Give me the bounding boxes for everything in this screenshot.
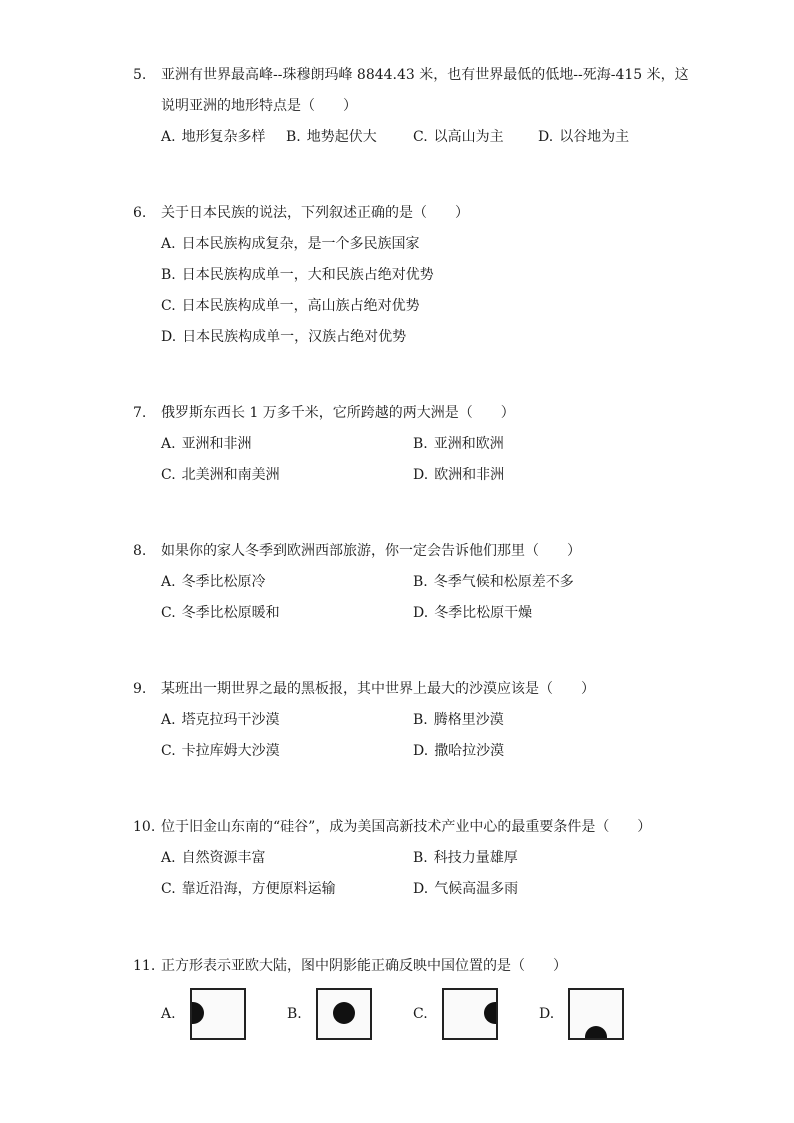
eurasia-square-figure [190, 988, 246, 1040]
question-stem [133, 951, 693, 982]
eurasia-square-figure [316, 988, 372, 1040]
option-d[interactable]: D. 欧洲和非洲 [413, 467, 505, 483]
option-a[interactable]: A. 亚洲和非洲 [161, 436, 252, 452]
question-text: 位于旧金山东南的“硅谷”，成为美国高新技术产业中心的最重要条件是（ ） [161, 819, 652, 835]
eurasia-square-figure [568, 988, 624, 1040]
option-b[interactable]: B. 冬季气候和松原差不多 [413, 574, 574, 590]
options-row [161, 291, 693, 322]
eurasia-square-figure [442, 988, 498, 1040]
question-stem [133, 198, 693, 229]
question-6 [133, 198, 693, 353]
china-shade-marker [484, 1002, 498, 1024]
question-number: 11. [133, 958, 156, 974]
option-c[interactable]: C. 以高山为主 [413, 129, 504, 145]
question-number: 5. [133, 67, 147, 83]
question-text: 正方形表示亚欧大陆，图中阴影能正确反映中国位置的是（ ） [161, 958, 567, 974]
option-a[interactable]: A. 日本民族构成复杂，是一个多民族国家 [161, 236, 420, 252]
question-number: 6. [133, 205, 147, 221]
question-text: 俄罗斯东西长 1 万多千米，它所跨越的两大洲是（ ） [161, 405, 515, 421]
option-a[interactable]: A. 冬季比松原冷 [161, 574, 266, 590]
options-row [161, 122, 693, 153]
question-number: 8. [133, 543, 147, 559]
options-row [161, 705, 693, 736]
option-d[interactable]: D. 以谷地为主 [538, 129, 630, 145]
question-10 [133, 812, 693, 905]
option-c[interactable]: C. [413, 988, 539, 1040]
option-b[interactable]: B. 科技力量雄厚 [413, 850, 518, 866]
options-row [161, 260, 693, 291]
question-8 [133, 536, 693, 629]
options-row [161, 229, 693, 260]
question-number: 9. [133, 681, 147, 697]
options-row [161, 460, 693, 491]
option-b[interactable]: B. 地势起伏大 [286, 129, 377, 145]
question-stem [133, 398, 693, 429]
option-c[interactable]: C. 卡拉库姆大沙漠 [161, 743, 280, 759]
question-text: 亚洲有世界最高峰--珠穆朗玛峰 8844.43 米，也有世界最低的低地--死海-415 米，这说明亚洲的地形特点是（ ） [161, 67, 689, 114]
question-text: 关于日本民族的说法，下列叙述正确的是（ ） [161, 205, 469, 221]
options-row [161, 598, 693, 629]
question-9 [133, 674, 693, 767]
question-number: 10. [133, 819, 156, 835]
option-b[interactable]: B. 腾格里沙漠 [413, 712, 504, 728]
question-stem [133, 536, 693, 567]
options-row [161, 567, 693, 598]
option-a[interactable]: A. 塔克拉玛干沙漠 [161, 712, 280, 728]
options-row [161, 874, 693, 905]
question-text: 某班出一期世界之最的黑板报，其中世界上最大的沙漠应该是（ ） [161, 681, 595, 697]
question-text: 如果你的家人冬季到欧洲西部旅游，你一定会告诉他们那里（ ） [161, 543, 581, 559]
question-7 [133, 398, 693, 491]
option-a[interactable]: A. 地形复杂多样 [161, 129, 266, 145]
option-a[interactable]: A. 自然资源丰富 [161, 850, 266, 866]
question-11 [133, 951, 693, 1040]
option-a[interactable]: A. [161, 988, 287, 1040]
options-row [161, 736, 693, 767]
question-number: 7. [133, 405, 147, 421]
options-row [161, 843, 693, 874]
option-c[interactable]: C. 北美洲和南美洲 [161, 467, 280, 483]
option-c[interactable]: C. 靠近沿海，方便原料运输 [161, 881, 336, 897]
option-c[interactable]: C. 日本民族构成单一，高山族占绝对优势 [161, 298, 420, 314]
options-row [161, 322, 693, 353]
figure-options-row [161, 988, 693, 1040]
option-d[interactable]: D. 气候高温多雨 [413, 881, 519, 897]
option-b[interactable]: B. 亚洲和欧洲 [413, 436, 504, 452]
option-d[interactable]: D. 日本民族构成单一，汉族占绝对优势 [161, 329, 407, 345]
option-b[interactable]: B. 日本民族构成单一，大和民族占绝对优势 [161, 267, 434, 283]
options-row [161, 429, 693, 460]
question-5 [133, 60, 693, 153]
option-d[interactable]: D. [539, 988, 665, 1040]
question-stem [133, 674, 693, 705]
china-shade-marker [333, 1002, 355, 1024]
option-d[interactable]: D. 冬季比松原干燥 [413, 605, 533, 621]
question-stem [133, 60, 693, 122]
option-c[interactable]: C. 冬季比松原暖和 [161, 605, 280, 621]
china-shade-marker [190, 1002, 204, 1024]
option-b[interactable]: B. [287, 988, 413, 1040]
china-shade-marker [585, 1026, 607, 1040]
option-d[interactable]: D. 撒哈拉沙漠 [413, 743, 505, 759]
question-stem [133, 812, 693, 843]
